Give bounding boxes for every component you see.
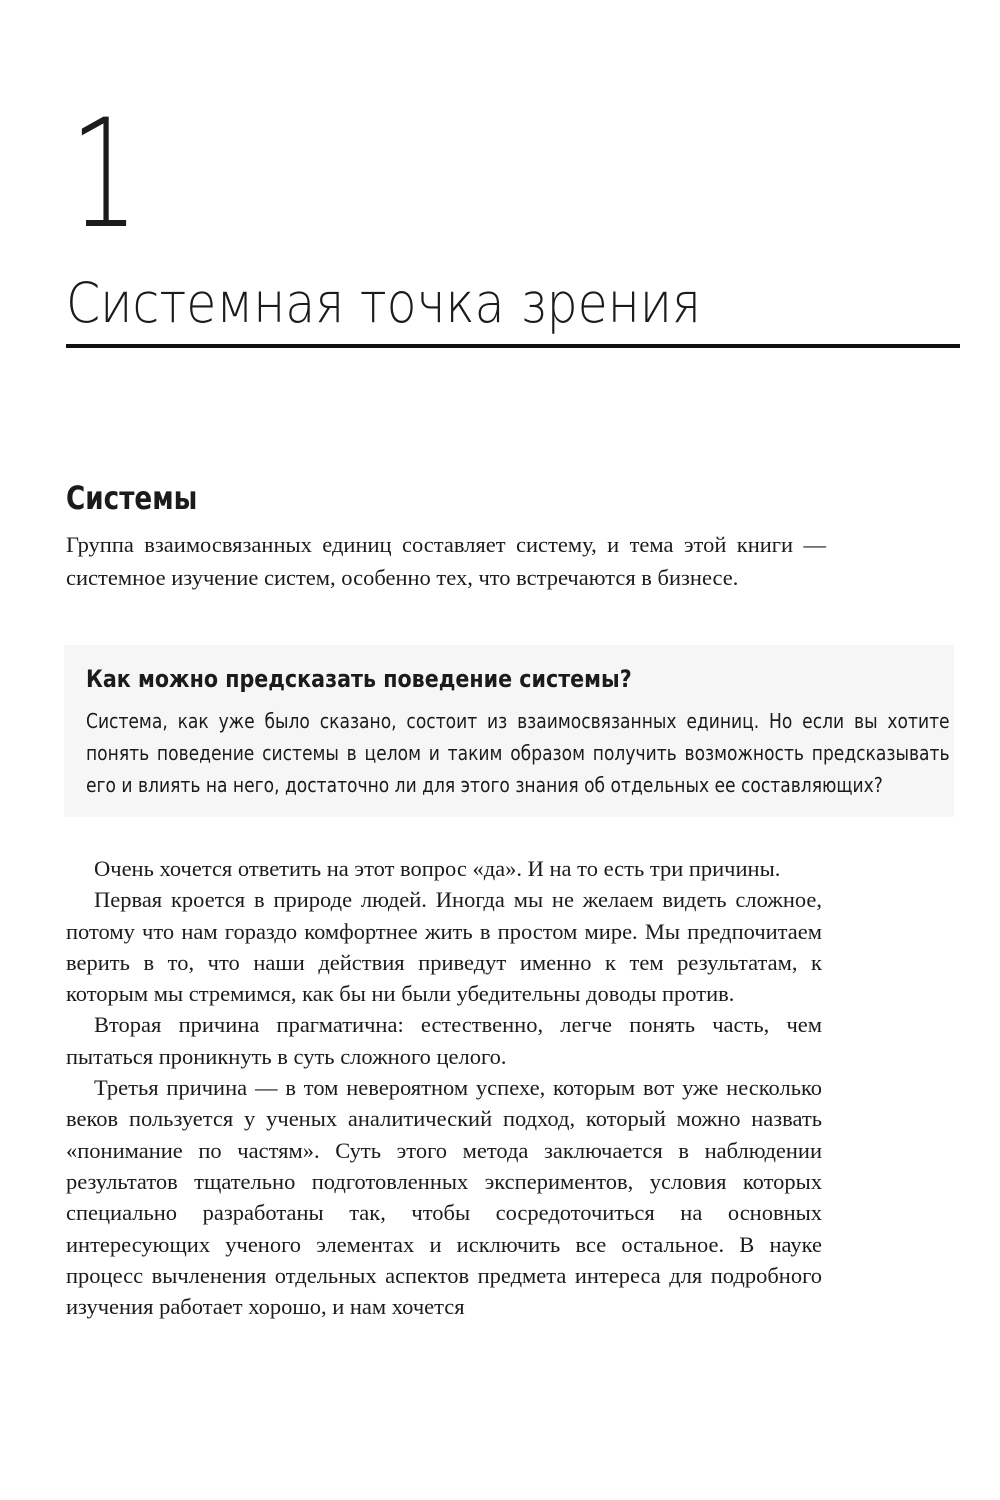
chapter-number: 1 <box>70 88 136 262</box>
body-text <box>66 853 822 1322</box>
body-paragraph: Первая кроется в природе людей. Иногда мы не желаем видеть сложное, потому что нам гораздо комфортнее жить в простом мире. Мы предпочитаем верить в то, что наши действия приведут именно к тем результатам, к которым мы стремимся, как бы ни были убедительны доводы против. <box>66 887 822 1007</box>
section-heading: Системы <box>66 479 198 517</box>
body-paragraph: Вторая причина прагматична: естественно, легче понять часть, чем пытаться проникнуть в суть сложного целого. <box>66 1012 822 1069</box>
callout-heading: Как можно предсказать поведение системы? <box>86 665 632 693</box>
title-rule <box>66 344 960 348</box>
callout-box <box>64 645 954 817</box>
body-paragraph: Очень хочется ответить на этот вопрос «да». И на то есть три причины. <box>94 856 781 881</box>
chapter-title: Системная точка зрения <box>66 271 702 335</box>
callout-text: Система, как уже было сказано, состоит из взаимосвязанных единиц. Но если вы хотите понять поведение системы в целом и таким образом получить возможность предсказывать его и влиять на него, достаточно ли для этого знания об отдельных ее составляющих? <box>86 709 950 797</box>
section-intro: Группа взаимосвязанных единиц составляет систему, и тема этой книги — системное изучение систем, особенно тех, что встречаются в бизнесе. <box>66 532 826 590</box>
body-paragraph: Третья причина — в том невероятном успехе, которым вот уже несколько веков пользуется у ученых аналитический подход, который можно назвать «понимание по частям». Суть этого метода заключается в наблюдении результатов тщательно подготовленных экспериментов, условия которых специально разработаны так, чтобы сосредоточиться на основных интересующих ученого элементах и исключить все остальное. В науке процесс вычленения отдельных аспектов предмета интереса для подробного изучения работает хорошо, и нам хочется <box>66 1075 822 1320</box>
